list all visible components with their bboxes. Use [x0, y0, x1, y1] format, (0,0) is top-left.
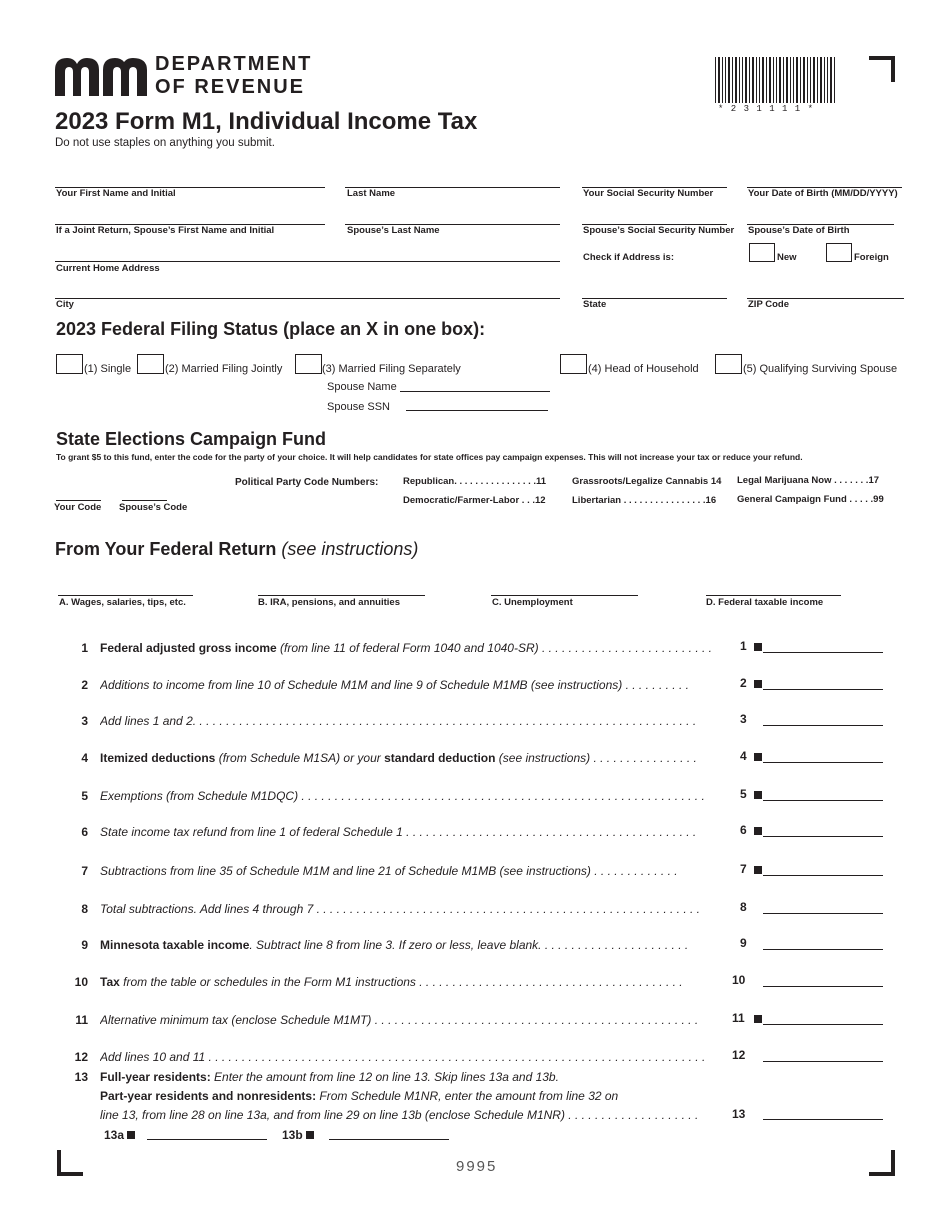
line-5-ref: 5: [740, 787, 747, 801]
line-4-ref: 4: [740, 749, 747, 763]
line-4-standard-deduction-bold: standard deduction: [384, 751, 496, 765]
line-12-ref: 12: [732, 1048, 746, 1062]
line-13a-label: 13a: [104, 1128, 125, 1142]
line-6-description: [100, 825, 728, 839]
line-11-field[interactable]: [763, 1024, 883, 1025]
federal-a-field[interactable]: [58, 595, 193, 596]
line-7-ref: 7: [740, 862, 747, 876]
new-address-label: New: [777, 252, 797, 263]
spouse-dob-label: Spouse’s Date of Birth: [748, 225, 850, 236]
filing-qss-checkbox[interactable]: [715, 354, 742, 374]
line-5-field[interactable]: [763, 800, 883, 801]
filing-hoh-label: (4) Head of Household: [588, 363, 699, 375]
line-13a-field[interactable]: [147, 1139, 267, 1140]
first-name-label: Your First Name and Initial: [56, 188, 176, 199]
federal-heading: [55, 539, 418, 560]
line-6-text: State income tax refund from line 1 of federal Schedule 1 . . . . . . . . . . . . . . . . . . . . . . . . . . . . . . . . . . . . . . . . . . . .: [100, 825, 697, 839]
line-11-ref: 11: [732, 1011, 745, 1025]
staple-note: Do not use staples on anything you submit.: [55, 137, 275, 149]
line-9-bold-text: Minnesota taxable income: [100, 938, 250, 952]
line-2-number: 2: [81, 678, 88, 692]
filing-separate-label: (3) Married Filing Separately: [322, 363, 461, 375]
federal-a-label: A. Wages, salaries, tips, etc.: [59, 597, 186, 608]
line-13b: [282, 1128, 314, 1142]
check-address-label: Check if Address is:: [583, 252, 674, 263]
federal-c-field[interactable]: [491, 595, 638, 596]
filing-single-checkbox[interactable]: [56, 354, 83, 374]
line-7-description: [100, 864, 728, 878]
line-13-field[interactable]: [763, 1119, 883, 1120]
line-3-number: 3: [81, 714, 88, 728]
line-9-description: [100, 938, 728, 952]
line-10-field[interactable]: [763, 986, 883, 987]
line-10-number: 10: [74, 975, 88, 989]
line-1-ref: 1: [740, 639, 747, 653]
foreign-address-label: Foreign: [854, 252, 889, 263]
federal-b-field[interactable]: [258, 595, 425, 596]
your-code-label: Your Code: [54, 502, 102, 513]
last-name-label: Last Name: [347, 188, 396, 199]
federal-b-label: B. IRA, pensions, and annuities: [258, 597, 400, 608]
spouse-code-field[interactable]: [122, 500, 167, 501]
line-8-ref: 8: [740, 900, 747, 914]
line-8-number: 8: [81, 902, 88, 916]
line-13-full-bold: Full-year residents:: [100, 1070, 211, 1084]
spouse-name-label: Spouse Name: [327, 381, 397, 393]
mn-logo: [55, 56, 147, 96]
spouse-last-name-label: Spouse’s Last Name: [347, 225, 440, 236]
filing-single-label: (1) Single: [84, 363, 132, 375]
line-3-field[interactable]: [763, 725, 883, 726]
line-13-number: 13: [74, 1070, 88, 1084]
line-2-text: Additions to income from line 10 of Schedule M1M and line 9 of Schedule M1MB (see instructions) . . . . . . . . . .: [100, 678, 689, 692]
state-label: State: [583, 299, 607, 310]
filing-joint-label: (2) Married Filing Jointly: [165, 363, 283, 375]
party-grassroots: Grassroots/Legalize Cannabis 14: [572, 476, 722, 487]
spouse-ssn-sep-field[interactable]: [406, 410, 548, 411]
federal-heading-italic: (see instructions): [276, 539, 419, 559]
line-13-part-year: [100, 1089, 618, 1103]
corner-mark-top-right: [869, 56, 895, 82]
line-8-text: Total subtractions. Add lines 4 through 7 . . . . . . . . . . . . . . . . . . . . . . . . . . . . . . . . . . . . . . . . . . . . . . . . . . . . . . . . . .: [100, 902, 700, 916]
line-1-number: 1: [81, 641, 88, 655]
line-7-number: 7: [81, 864, 88, 878]
line-3-text: Add lines 1 and 2. . . . . . . . . . . . . . . . . . . . . . . . . . . . . . . . . . . . . . . . . . . . . . . . . . . . . . . . . . . . . . . . . . . . . . . . . . . .: [100, 714, 697, 728]
line-13-ref: 13: [732, 1107, 746, 1121]
party-democratic: Democratic/Farmer-Labor . . .12: [403, 495, 546, 506]
filing-status-heading: 2023 Federal Filing Status (place an X in one box):: [56, 319, 486, 339]
line-4-text: (from Schedule M1SA) or your standard deduction (see instructions) . . . . . . . . . . . . . . . .: [215, 751, 697, 765]
line-10-text: from the table or schedules in the Form M1 instructions . . . . . . . . . . . . . . . . . . . . . . . . . . . . . . . . . . . . . . . .: [119, 975, 683, 989]
required-marker-icon: [754, 866, 762, 874]
federal-heading-bold: From Your Federal Return: [55, 539, 277, 559]
line-9-text: . Subtract line 8 from line 3. If zero or less, leave blank. . . . . . . . . . . . . . . . . . . . . . .: [249, 938, 689, 952]
line-1-text: (from line 11 of federal Form 1040 and 1040-SR) . . . . . . . . . . . . . . . . . . . . . . . . . .: [276, 641, 712, 655]
line-10-description: [100, 975, 728, 989]
required-marker-icon: [306, 1131, 314, 1139]
line-13-full-text: Enter the amount from line 12 on line 13. Skip lines 13a and 13b.: [210, 1070, 559, 1084]
ssn-label: Your Social Security Number: [583, 188, 714, 199]
party-legal-marijuana: Legal Marijuana Now . . . . . . .17: [737, 475, 880, 486]
dept-line1: DEPARTMENT: [155, 53, 313, 75]
line-12-text: Add lines 10 and 11 . . . . . . . . . . . . . . . . . . . . . . . . . . . . . . . . . . . . . . . . . . . . . . . . . . . . . . . . . . . . . . . . . . . . . . . . . . .: [100, 1050, 706, 1064]
spouse-code-label: Spouse’s Code: [119, 502, 188, 513]
party-republican: Republican. . . . . . . . . . . . . . . .11: [403, 476, 547, 487]
form-title: 2023 Form M1, Individual Income Tax: [55, 108, 478, 135]
line-11-text: Alternative minimum tax (enclose Schedule M1MT) . . . . . . . . . . . . . . . . . . . . . . . . . . . . . . . . . . . . . . . . . . . . . . . . .: [100, 1013, 699, 1027]
city-label: City: [56, 299, 74, 310]
line-8-description: [100, 902, 728, 916]
line-5-text: Exemptions (from Schedule M1DQC) . . . . . . . . . . . . . . . . . . . . . . . . . . . . . . . . . . . . . . . . . . . . . . . . . . . . . . . . . . . . .: [100, 789, 705, 803]
dept-line2: OF REVENUE: [155, 76, 306, 98]
line-2-field[interactable]: [763, 689, 883, 690]
your-code-field[interactable]: [56, 500, 101, 501]
line-9-ref: 9: [740, 936, 747, 950]
address-field[interactable]: [55, 261, 560, 262]
spouse-ssn-sep-label: Spouse SSN: [327, 401, 390, 413]
spouse-name-field[interactable]: [400, 391, 550, 392]
line-6-number: 6: [81, 825, 88, 839]
required-marker-icon: [127, 1131, 135, 1139]
zip-label: ZIP Code: [748, 299, 789, 310]
line-4-bold-text: Itemized deductions: [100, 751, 216, 765]
line-3-description: [100, 714, 728, 728]
required-marker-icon: [754, 827, 762, 835]
line-6-ref: 6: [740, 823, 747, 837]
line-7-field[interactable]: [763, 875, 883, 876]
line-13a: [104, 1128, 135, 1142]
line-13-part-text2: line 13, from line 28 on line 13a, and from line 29 on line 13b (enclose Schedule M1NR) . . . . . . . . . . . . . . . . . . . .: [100, 1108, 699, 1122]
party-general-fund: General Campaign Fund . . . . .99: [737, 494, 884, 505]
line-13-part-bold: Part-year residents and nonresidents:: [100, 1089, 317, 1103]
filing-separate-checkbox[interactable]: [295, 354, 322, 374]
spouse-first-name-label: If a Joint Return, Spouse’s First Name and Initial: [56, 225, 275, 236]
new-address-checkbox[interactable]: [749, 243, 775, 262]
party-codes-label: Political Party Code Numbers:: [235, 477, 379, 488]
line-7-text: Subtractions from line 35 of Schedule M1M and line 21 of Schedule M1MB (see instructions) . . . . . . . . . . . . .: [100, 864, 678, 878]
line-3-ref: 3: [740, 712, 747, 726]
filing-qss-label: (5) Qualifying Surviving Spouse: [743, 363, 898, 375]
dob-label: Your Date of Birth (MM/DD/YYYY): [748, 188, 898, 199]
filing-hoh-checkbox[interactable]: [560, 354, 587, 374]
filing-joint-checkbox[interactable]: [137, 354, 164, 374]
line-10-bold-text: Tax: [100, 975, 120, 989]
city-field[interactable]: [55, 298, 560, 299]
line-4-number: 4: [81, 751, 88, 765]
line-13-full-year: [100, 1070, 559, 1084]
line-11-number: 11: [75, 1013, 88, 1027]
required-marker-icon: [754, 753, 762, 761]
line-11-description: [100, 1013, 728, 1027]
line-13b-field[interactable]: [329, 1139, 449, 1140]
line-1-field[interactable]: [763, 652, 883, 653]
line-1-description: [100, 641, 728, 655]
spouse-ssn-label: Spouse’s Social Security Number: [583, 225, 735, 236]
foreign-address-checkbox[interactable]: [826, 243, 852, 262]
line-4-field[interactable]: [763, 762, 883, 763]
line-12-field[interactable]: [763, 1061, 883, 1062]
line-5-description: [100, 789, 728, 803]
footer-code: 9995: [456, 1158, 498, 1175]
corner-mark-bottom-right: [869, 1150, 895, 1176]
line-9-number: 9: [81, 938, 88, 952]
required-marker-icon: [754, 791, 762, 799]
line-1-bold-text: Federal adjusted gross income: [100, 641, 277, 655]
federal-d-label: D. Federal taxable income: [706, 597, 824, 608]
required-marker-icon: [754, 680, 762, 688]
barcode: [715, 57, 835, 103]
required-marker-icon: [754, 643, 762, 651]
line-12-description: [100, 1050, 728, 1064]
corner-mark-bottom-left: [57, 1150, 83, 1176]
federal-d-field[interactable]: [706, 595, 841, 596]
line-2-description: [100, 678, 728, 692]
line-2-ref: 2: [740, 676, 747, 690]
campaign-description: To grant $5 to this fund, enter the code for the party of your choice. It will help candidates for state offices pay campaign expenses. This will not increase your tax or reduce your refund.: [56, 452, 803, 462]
barcode-text: * 2 3 1 1 1 1 *: [718, 104, 815, 114]
line-4-description: [100, 751, 728, 765]
federal-c-label: C. Unemployment: [492, 597, 573, 608]
required-marker-icon: [754, 1015, 762, 1023]
line-12-number: 12: [74, 1050, 88, 1064]
line-6-field[interactable]: [763, 836, 883, 837]
campaign-heading: State Elections Campaign Fund: [56, 429, 327, 449]
party-libertarian: Libertarian . . . . . . . . . . . . . . . .16: [572, 495, 717, 506]
address-label: Current Home Address: [56, 263, 160, 274]
line-9-field[interactable]: [763, 949, 883, 950]
line-13b-label: 13b: [282, 1128, 303, 1142]
line-8-field[interactable]: [763, 913, 883, 914]
line-10-ref: 10: [732, 973, 746, 987]
line-13-part-text1: From Schedule M1NR, enter the amount from line 32 on: [316, 1089, 619, 1103]
line-5-number: 5: [81, 789, 88, 803]
